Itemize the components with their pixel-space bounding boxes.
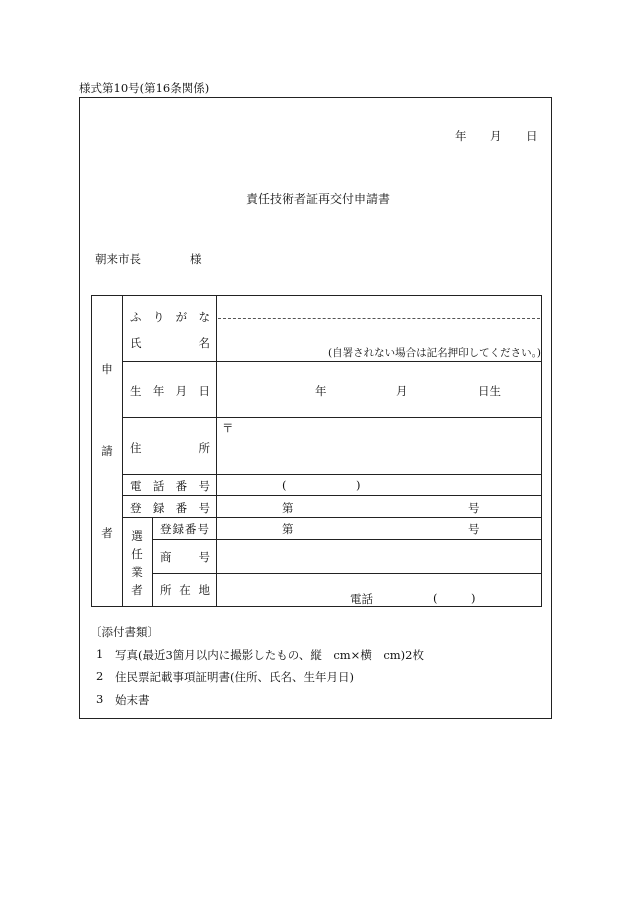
attachment-item-num: 2 [96, 669, 104, 683]
date-year: 年 [455, 129, 467, 143]
applicant-label: 申 請 者 [101, 362, 113, 540]
contractor-phone-label: 電話 [350, 592, 373, 606]
contractor-reg-go: 号 [468, 522, 480, 536]
label-trade-name: 商 号 [160, 550, 210, 564]
birth-year-unit: 年 [315, 384, 327, 398]
label-contractor-reg-number: 登録番号 [160, 522, 210, 536]
attachment-item-text: 始末書 [115, 693, 150, 707]
addressee-name: 朝来市長 [95, 252, 141, 266]
label-location: 所 在 地 [160, 583, 210, 597]
birth-month-unit: 月 [396, 384, 408, 398]
contractor-label: 選 任 業 者 [131, 529, 143, 597]
label-name: 氏 名 [130, 336, 210, 350]
contractor-phone-close-paren: ) [471, 591, 476, 605]
label-registration: 登 録 番 号 [130, 501, 210, 515]
attachment-item-text: 住民票記載事項証明書(住所、氏名、生年月日) [115, 670, 354, 684]
attachment-item-text: 写真(最近3箇月以内に撮影したもの、縦 cm×横 cm)2枚 [115, 648, 424, 662]
seal-note: (自署されない場合は記名押印してください。) [328, 347, 541, 359]
attachments-heading: 〔添付書類〕 [90, 625, 159, 639]
label-birthdate: 生 年 月 日 [130, 384, 210, 398]
label-address: 住 所 [130, 441, 210, 455]
date-day: 日 [526, 129, 538, 143]
registration-go: 号 [468, 501, 480, 515]
phone-close-paren: ) [356, 478, 361, 492]
phone-open-paren: ( [282, 478, 287, 492]
addressee-honorific: 様 [190, 252, 202, 266]
attachment-item-num: 3 [96, 692, 104, 706]
contractor-phone-open-paren: ( [433, 591, 438, 605]
label-furigana: ふ り が な [130, 310, 210, 324]
registration-dai: 第 [282, 501, 294, 515]
form-title: 責任技術者証再交付申請書 [246, 192, 391, 206]
attachment-item-num: 1 [96, 647, 104, 661]
contractor-reg-dai: 第 [282, 522, 294, 536]
date-month: 月 [490, 129, 502, 143]
label-phone: 電 話 番 号 [130, 479, 210, 493]
postal-mark: 〒 [222, 421, 234, 435]
birth-day-unit: 日生 [478, 384, 501, 398]
form-number: 様式第10号(第16条関係) [79, 81, 210, 95]
